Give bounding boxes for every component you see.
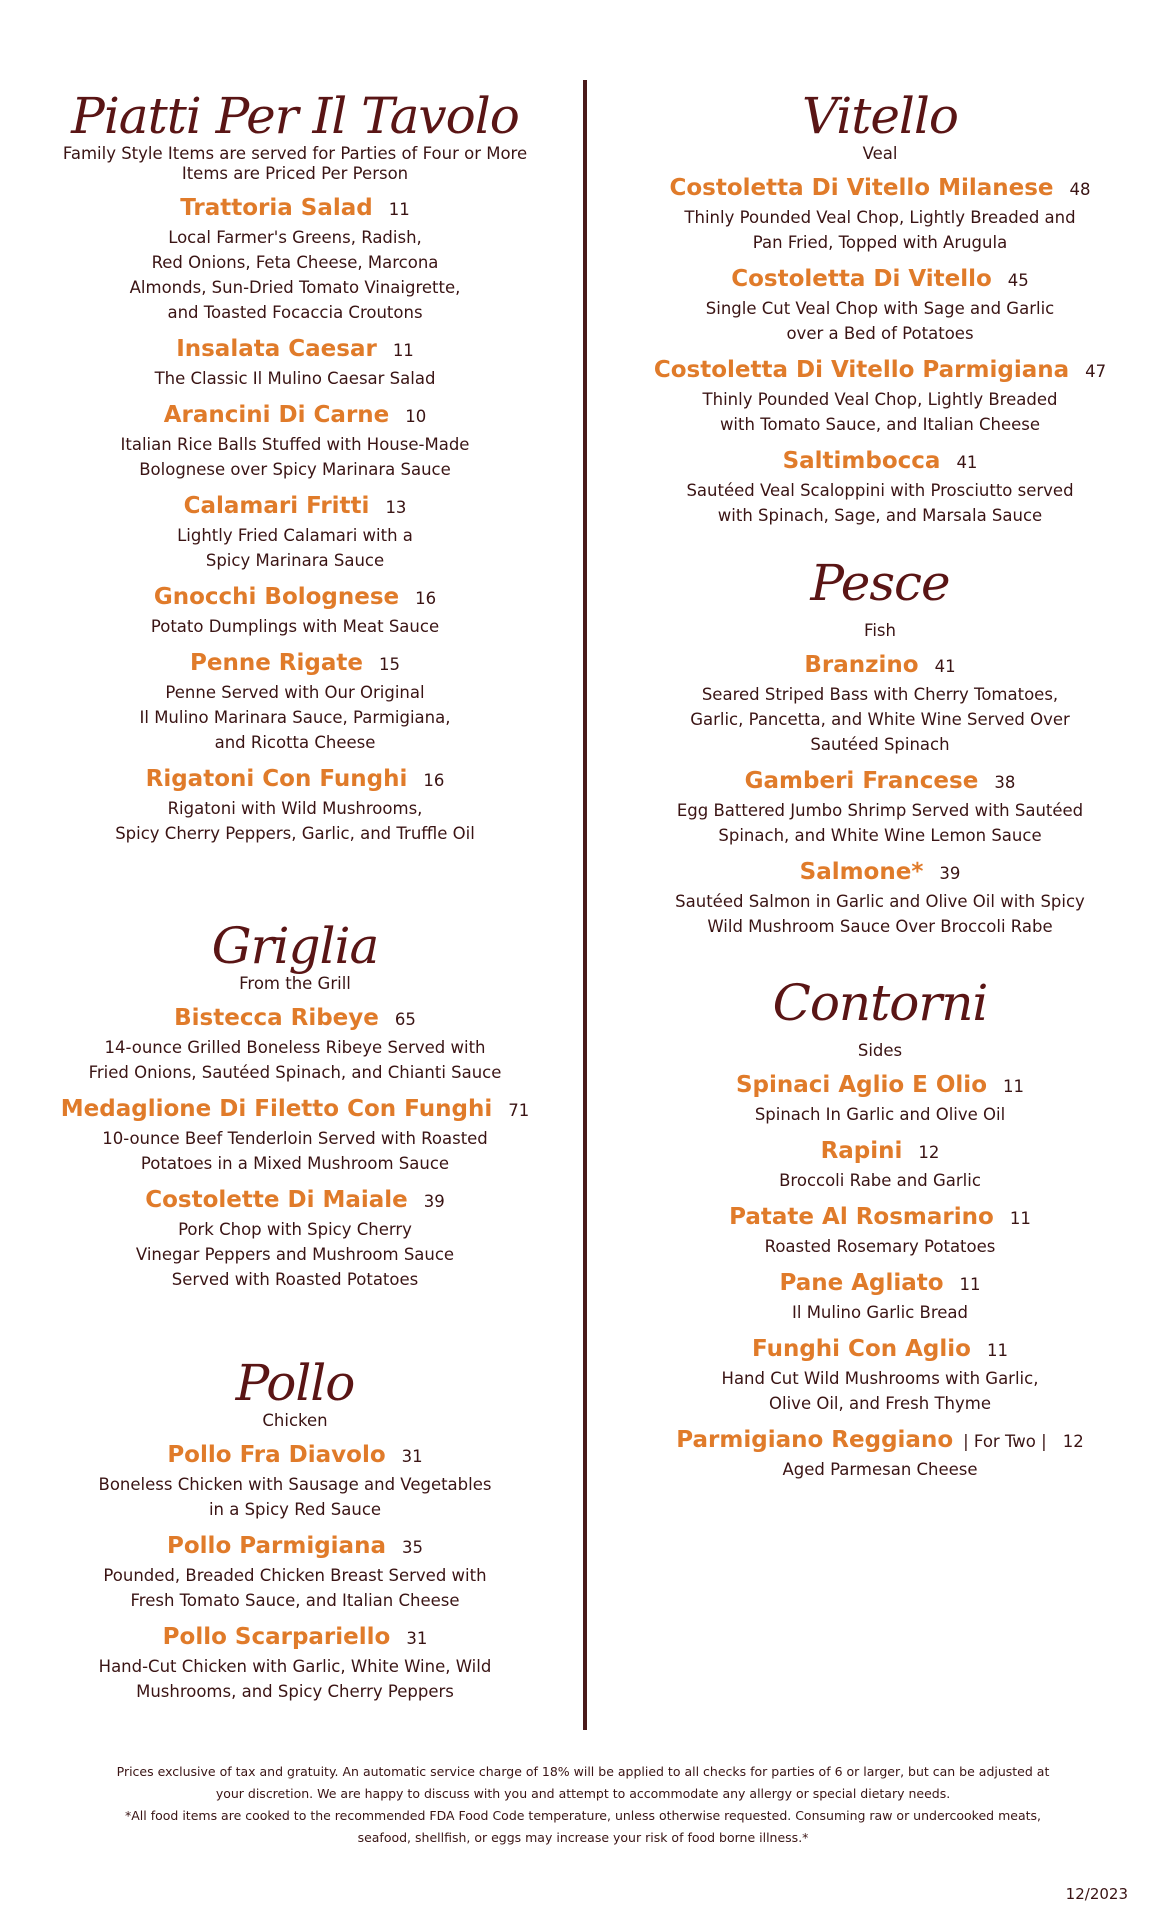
menu-item-price: 35 <box>401 1538 423 1557</box>
menu-item-description: Broccoli Rabe and Garlic <box>779 1171 981 1190</box>
menu-item <box>640 1202 1120 1259</box>
menu-item-name: Gamberi Francese <box>744 768 979 794</box>
menu-item-price: 11 <box>388 200 410 219</box>
section-grill <box>55 918 535 1292</box>
section-title-sides: Contorni <box>772 974 988 1032</box>
menu-item-header <box>640 857 1120 889</box>
menu-item-price: 11 <box>959 1275 981 1294</box>
menu-item-description: Thinly Pounded Veal Chop, Lightly Breaded and <box>684 208 1076 227</box>
menu-item <box>55 764 535 846</box>
menu-item-description: Il Mulino Garlic Bread <box>792 1303 968 1322</box>
menu-item-description: Olive Oil, and Fresh Thyme <box>769 1394 991 1413</box>
menu-item-description: Potatoes in a Mixed Mushroom Sauce <box>140 1154 450 1173</box>
menu-item-description: Spicy Marinara Sauce <box>205 551 385 570</box>
menu-item-list <box>640 173 1120 528</box>
menu-item-list <box>55 1440 535 1704</box>
menu-item-price: 47 <box>1085 362 1107 381</box>
menu-item-description: Red Onions, Feta Cheese, Marcona <box>151 253 439 272</box>
menu-item-description: with Spinach, Sage, and Marsala Sauce <box>717 506 1043 525</box>
menu-item-description: Pork Chop with Spicy Cherry <box>178 1220 412 1239</box>
menu-item-name: Costoletta Di Vitello <box>731 266 992 292</box>
menu-item-description: Spicy Cherry Peppers, Garlic, and Truffle Oil <box>115 824 475 843</box>
menu-item-name: Branzino <box>804 652 919 678</box>
section-platters <box>55 88 535 846</box>
section-title-platters: Piatti Per Il Tavolo <box>71 87 519 145</box>
section-subtitle: Veal <box>862 144 898 163</box>
menu-item-header <box>55 1440 535 1472</box>
menu-item-price: 13 <box>385 498 407 517</box>
menu-item-header <box>640 1136 1120 1168</box>
menu-item-note: | For Two | <box>963 1432 1047 1451</box>
menu-item-description: Bolognese over Spicy Marinara Sauce <box>139 460 451 479</box>
section-title-grill: Griglia <box>211 917 379 975</box>
menu-item <box>640 766 1120 848</box>
menu-item-description: Vinegar Peppers and Mushroom Sauce <box>135 1245 455 1264</box>
menu-item-header <box>55 764 535 796</box>
menu-item-description: Local Farmer's Greens, Radish, <box>168 228 422 247</box>
menu-item-header <box>640 1425 1120 1457</box>
menu-item <box>640 650 1120 757</box>
menu-item-price: 41 <box>934 657 956 676</box>
menu-item-name: Pollo Parmigiana <box>167 1533 386 1559</box>
menu-item-description: Served with Roasted Potatoes <box>171 1270 419 1289</box>
section-subtitle: Fish <box>864 621 896 640</box>
menu-item-description: Sautéed Spinach <box>810 735 950 754</box>
menu-item-price: 48 <box>1069 180 1091 199</box>
menu-item-header <box>640 446 1120 478</box>
menu-item-header <box>640 1070 1120 1102</box>
menu-item <box>640 1334 1120 1416</box>
menu-item-header <box>640 650 1120 682</box>
menu-item-name: Funghi Con Aglio <box>752 1336 971 1362</box>
menu-item-header <box>55 582 535 614</box>
menu-item <box>55 193 535 325</box>
menu-item-header <box>55 193 535 225</box>
menu-item-description: with Tomato Sauce, and Italian Cheese <box>719 415 1041 434</box>
menu-item <box>640 446 1120 528</box>
menu-item-description: The Classic Il Mulino Caesar Salad <box>154 369 436 388</box>
section-subtitle: Items are Priced Per Person <box>181 164 409 183</box>
menu-item <box>640 264 1120 346</box>
menu-item <box>55 400 535 482</box>
menu-item <box>55 648 535 755</box>
footer-line: seafood, shellfish, or eggs may increase your risk of food borne illness.* <box>357 1830 809 1845</box>
menu-item-name: Arancini Di Carne <box>163 402 390 428</box>
menu-item-price: 16 <box>415 589 437 608</box>
menu-item <box>640 1425 1120 1482</box>
menu-item-description: 14-ounce Grilled Boneless Ribeye Served with <box>104 1038 486 1057</box>
menu-item-price: 71 <box>508 1101 530 1120</box>
menu-date: 12/2023 <box>1065 1885 1128 1903</box>
menu-item-description: Italian Rice Balls Stuffed with House-Made <box>120 435 470 454</box>
menu-item-header <box>55 491 535 523</box>
menu-item-price: 15 <box>378 655 400 674</box>
menu-item-header <box>55 400 535 432</box>
menu-item-price: 65 <box>394 1010 416 1029</box>
menu-item-description: and Ricotta Cheese <box>214 733 376 752</box>
menu-item <box>640 1070 1120 1127</box>
menu-item-name: Pollo Scarpariello <box>162 1624 391 1650</box>
menu-item-header <box>55 1531 535 1563</box>
menu-item-header <box>640 173 1120 205</box>
menu-item-name: Gnocchi Bolognese <box>153 584 400 610</box>
menu-item-name: Pane Agliato <box>779 1270 944 1296</box>
section-subtitle: Sides <box>857 1041 903 1060</box>
menu-item <box>55 491 535 573</box>
menu-item <box>640 173 1120 255</box>
menu-item-description: Egg Battered Jumbo Shrimp Served with Sautéed <box>676 801 1084 820</box>
menu-item-name: Insalata Caesar <box>176 336 377 362</box>
menu-item <box>640 857 1120 939</box>
menu-item-price: 11 <box>1009 1209 1031 1228</box>
section-fish <box>640 555 1120 939</box>
menu-item-description: Sautéed Salmon in Garlic and Olive Oil with Spicy <box>675 892 1085 911</box>
menu-item-header <box>55 334 535 366</box>
menu-item-price: 11 <box>1003 1077 1024 1096</box>
section-subtitle: Family Style Items are served for Parties of Four or More <box>62 144 528 163</box>
menu-item <box>55 334 535 391</box>
menu-item <box>640 1136 1120 1193</box>
menu-item-header <box>640 355 1120 387</box>
menu-item-name: Costoletta Di Vitello Milanese <box>669 175 1054 201</box>
menu-item-description: Almonds, Sun-Dried Tomato Vinaigrette, <box>129 278 461 297</box>
menu-item-list <box>640 650 1120 939</box>
menu-item-price: 31 <box>401 1447 423 1466</box>
footer-line: Prices exclusive of tax and gratuity. An automatic service charge of 18% will be applied to all checks for parties of 6 or larger, but can be adjusted at <box>116 1764 1050 1779</box>
section-title-veal: Vitello <box>802 87 958 145</box>
menu-item-description: Fried Onions, Sautéed Spinach, and Chianti Sauce <box>88 1063 502 1082</box>
menu-item-description: over a Bed of Potatoes <box>786 324 974 343</box>
menu-item-name: Costolette Di Maiale <box>145 1187 408 1213</box>
menu-item-header <box>640 766 1120 798</box>
menu-item <box>55 1531 535 1613</box>
menu-item <box>55 1185 535 1292</box>
menu-item <box>55 1003 535 1085</box>
menu-item-list <box>55 1003 535 1292</box>
menu-item-description: Roasted Rosemary Potatoes <box>764 1237 996 1256</box>
column-divider <box>583 80 587 1730</box>
menu-item-description: Potato Dumplings with Meat Sauce <box>150 617 440 636</box>
menu-item-description: Fresh Tomato Sauce, and Italian Cheese <box>130 1591 460 1610</box>
footer-line: *All food items are cooked to the recommended FDA Food Code temperature, unless otherwise requested. Consuming raw or undercooked meats, <box>125 1808 1041 1823</box>
menu-item-description: Hand-Cut Chicken with Garlic, White Wine, Wild <box>98 1657 492 1676</box>
menu-item-name: Rapini <box>820 1138 903 1164</box>
menu-item-name: Bistecca Ribeye <box>174 1005 379 1031</box>
section-subtitle: Chicken <box>262 1411 328 1430</box>
section-chicken <box>55 1355 535 1704</box>
menu-item-list <box>55 193 535 846</box>
menu-item <box>55 1622 535 1704</box>
menu-item-price: 39 <box>423 1192 445 1211</box>
menu-item-name: Trattoria Salad <box>180 195 373 221</box>
menu-item-name: Saltimbocca <box>782 448 941 474</box>
menu-item-name: Pollo Fra Diavolo <box>167 1442 386 1468</box>
menu-item-price: 39 <box>939 864 961 883</box>
footer-line: your discretion. We are happy to discuss with you and attempt to accommodate any allergy or special dietary needs. <box>215 1786 951 1801</box>
menu-item-header <box>55 648 535 680</box>
menu-item-description: Penne Served with Our Original <box>165 683 425 702</box>
menu-item-description: Pan Fried, Topped with Arugula <box>752 233 1008 252</box>
menu-item-price: 11 <box>986 1341 1008 1360</box>
menu-item-description: Rigatoni with Wild Mushrooms, <box>167 799 423 818</box>
menu-item-description: Spinach In Garlic and Olive Oil <box>754 1105 1006 1124</box>
menu-item-price: 10 <box>405 407 427 426</box>
menu-item-description: Spinach, and White Wine Lemon Sauce <box>718 826 1042 845</box>
menu-item <box>640 355 1120 437</box>
menu-item <box>55 1094 535 1176</box>
menu-item-price: 45 <box>1007 271 1029 290</box>
section-subtitle: From the Grill <box>239 974 351 993</box>
menu-item-header <box>640 264 1120 296</box>
menu-item-header <box>640 1334 1120 1366</box>
section-sides <box>640 975 1120 1482</box>
menu-item-header <box>55 1094 535 1126</box>
menu-item-name: Costoletta Di Vitello Parmigiana <box>653 357 1070 383</box>
menu-item-name: Spinaci Aglio E Olio <box>735 1072 987 1098</box>
menu-item-price: 31 <box>406 1629 428 1648</box>
menu-item-description: Wild Mushroom Sauce Over Broccoli Rabe <box>707 917 1053 936</box>
menu-item-name: Parmigiano Reggiano <box>676 1427 954 1453</box>
menu-item-price: 16 <box>423 771 445 790</box>
menu-item-description: Thinly Pounded Veal Chop, Lightly Breaded <box>702 390 1058 409</box>
menu-item-description: and Toasted Focaccia Croutons <box>167 303 423 322</box>
menu-item-list <box>640 1070 1120 1482</box>
menu-item-description: Hand Cut Wild Mushrooms with Garlic, <box>721 1369 1039 1388</box>
menu-item-price: 41 <box>956 453 978 472</box>
menu-item-price: 12 <box>1062 1432 1084 1451</box>
menu-item-description: Mushrooms, and Spicy Cherry Peppers <box>136 1682 454 1701</box>
menu-item-name: Calamari Fritti <box>183 493 370 519</box>
menu-item-description: Seared Striped Bass with Cherry Tomatoes, <box>701 685 1059 704</box>
menu-item-name: Patate Al Rosmarino <box>729 1204 994 1230</box>
menu-item <box>640 1268 1120 1325</box>
menu-item-price: 38 <box>994 773 1016 792</box>
menu-item-header <box>640 1268 1120 1300</box>
menu-item-name: Medaglione Di Filetto Con Funghi <box>60 1096 493 1122</box>
section-title-fish: Pesce <box>810 554 950 612</box>
menu-item-description: Boneless Chicken with Sausage and Vegetables <box>98 1475 492 1494</box>
menu-item-header <box>640 1202 1120 1234</box>
menu-item-description: Pounded, Breaded Chicken Breast Served with <box>103 1566 487 1585</box>
menu-item-description: Garlic, Pancetta, and White Wine Served Over <box>690 710 1070 729</box>
menu-item-name: Rigatoni Con Funghi <box>145 766 408 792</box>
menu-item-description: Lightly Fried Calamari with a <box>177 526 413 545</box>
menu-item-description: 10-ounce Beef Tenderloin Served with Roasted <box>102 1129 488 1148</box>
menu-item-header <box>55 1622 535 1654</box>
menu-item-price: 11 <box>392 341 414 360</box>
menu-item <box>55 582 535 639</box>
menu-item-header <box>55 1003 535 1035</box>
menu-item-description: Il Mulino Marinara Sauce, Parmigiana, <box>139 708 451 727</box>
menu-item-description: in a Spicy Red Sauce <box>208 1500 382 1519</box>
menu-item-name: Penne Rigate <box>190 650 363 676</box>
menu-item-name: Salmone* <box>799 859 924 885</box>
menu-item-description: Sautéed Veal Scaloppini with Prosciutto served <box>686 481 1074 500</box>
footer-disclaimer <box>90 1761 1076 1849</box>
section-veal <box>640 88 1120 528</box>
menu-item-description: Single Cut Veal Chop with Sage and Garlic <box>705 299 1055 318</box>
section-title-chicken: Pollo <box>235 1354 355 1412</box>
menu-item-description: Aged Parmesan Cheese <box>782 1460 978 1479</box>
menu-item-price: 12 <box>918 1143 940 1162</box>
menu-item <box>55 1440 535 1522</box>
menu-item-header <box>55 1185 535 1217</box>
